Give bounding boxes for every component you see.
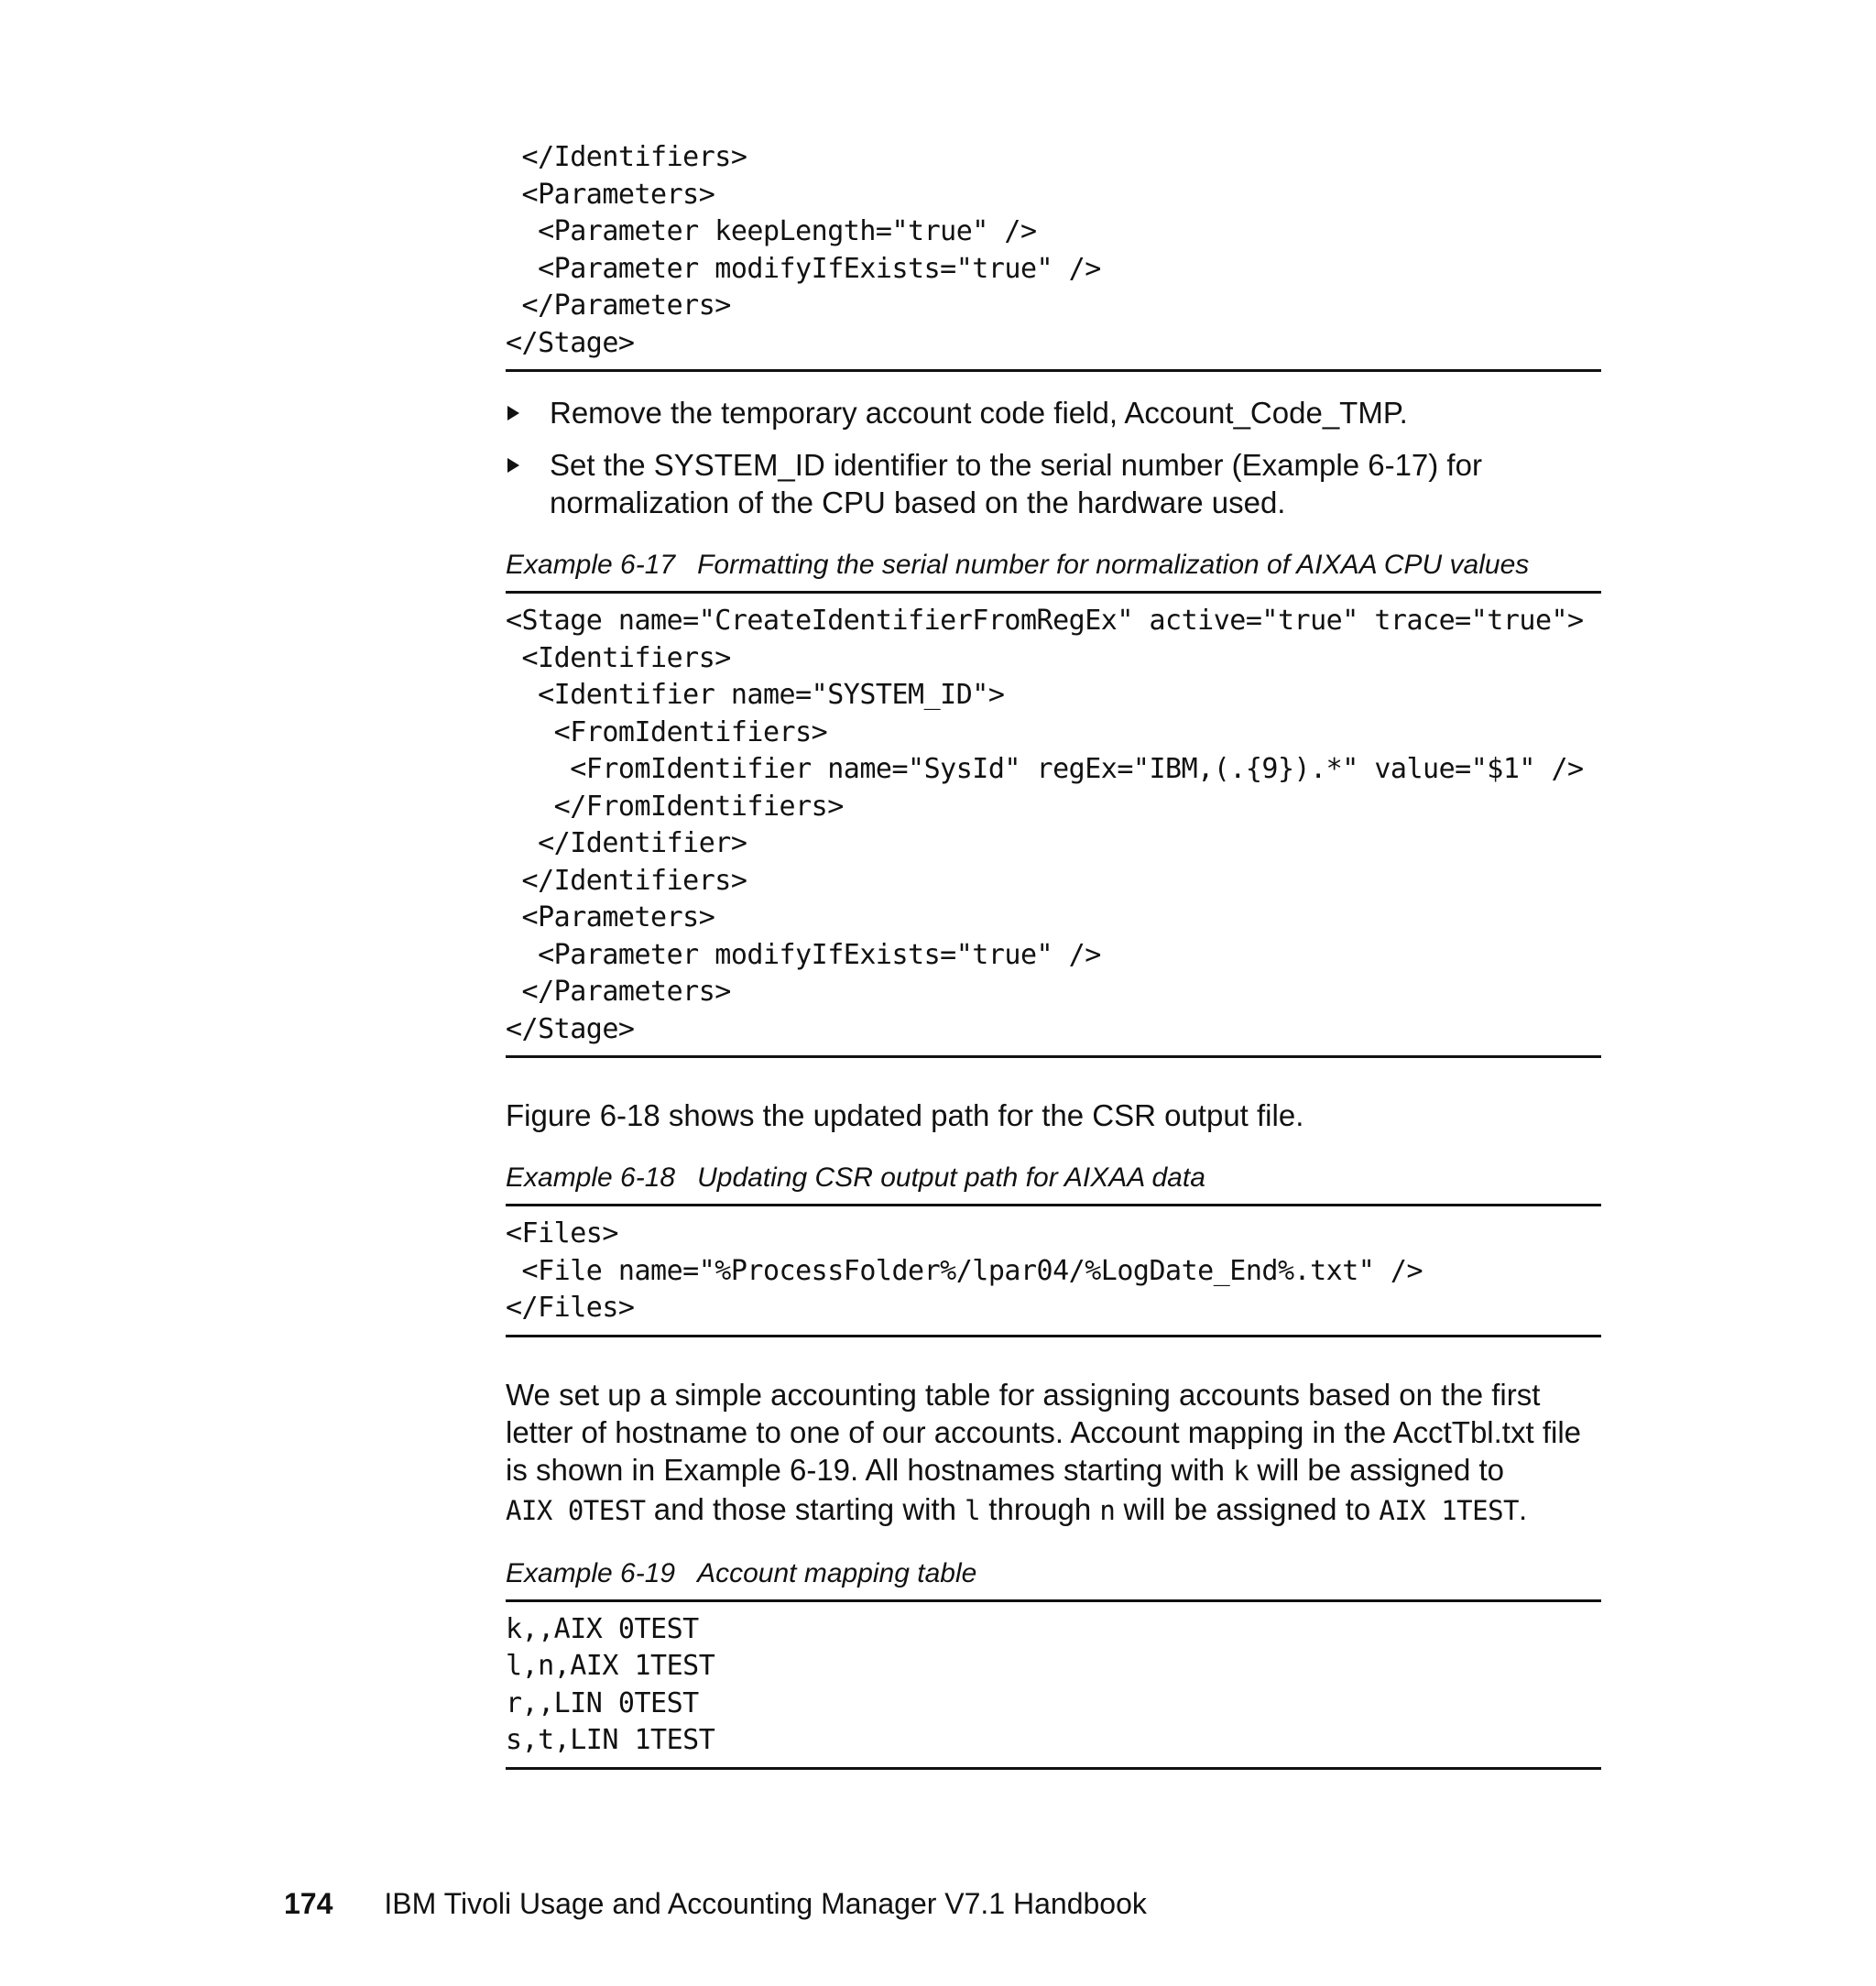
bullet-list	[506, 394, 1601, 521]
example-label: Example 6-18	[506, 1162, 676, 1193]
bullet-triangle-icon	[507, 406, 519, 420]
inline-code: AIX 0TEST	[506, 1494, 646, 1526]
code-lines: k,,AIX 0TEST l,n,AIX 1TEST r,,LIN 0TEST s,t,LIN 1TEST	[506, 1612, 715, 1756]
code-lines: <Stage name="CreateIdentifierFromRegEx" active="true" trace="true"> <Identifiers> <Identifier name="SYSTEM_ID"> <FromIdentifiers> <FromIdentifier name="SysId" regEx="IBM,(.{9}).*" value="$1" /> </FromIdentifiers> </Identifier> </Identifiers> <Parameters> <Parameter modifyIfExists="true" /> </Parameters> </Stage>	[506, 605, 1584, 1045]
bullet-triangle-icon	[507, 458, 519, 473]
text-run: We set up a simple accounting table for assigning accounts based on the first letter of hostname to one of our accounts. Account mapping in the AcctTbl.txt file is shown in Example 6-19. All hostnames starting with	[506, 1377, 1581, 1487]
example-label: Example 6-19	[506, 1557, 676, 1588]
code-block-example-6-19	[506, 1602, 1601, 1767]
inline-code: AIX 1TEST	[1379, 1494, 1520, 1526]
bullet-text: Set the SYSTEM_ID identifier to the serial number (Example 6-17) for normalization of the CPU based on the hardware used.	[550, 448, 1482, 519]
text-run: .	[1519, 1491, 1528, 1526]
example-label: Example 6-17	[506, 550, 676, 580]
example-title: Account mapping table	[697, 1557, 977, 1588]
text-run: through	[980, 1491, 1100, 1526]
page-content	[506, 139, 1601, 1770]
example-caption	[506, 1557, 1601, 1590]
example-title: Formatting the serial number for normalization of AIXAA CPU values	[697, 550, 1530, 580]
text-run: will be assigned to	[1249, 1452, 1505, 1487]
code-lines: </Identifiers> <Parameters> <Parameter keepLength="true" /> <Parameter modifyIfExists="true" /> </Parameters> </Stage>	[506, 141, 1101, 359]
page-footer	[284, 1885, 1147, 1922]
example-caption	[506, 549, 1601, 582]
inline-code: l	[965, 1494, 981, 1526]
bullet-item	[506, 446, 1601, 521]
paragraph-accounting	[506, 1376, 1601, 1530]
inline-code: k	[1233, 1455, 1249, 1487]
example-caption	[506, 1162, 1601, 1195]
paragraph-figure-reference: Figure 6-18 shows the updated path for the CSR output file.	[506, 1098, 1304, 1132]
example-title: Updating CSR output path for AIXAA data	[697, 1162, 1205, 1193]
bullet-item	[506, 394, 1601, 431]
text-run: and those starting with	[645, 1491, 965, 1526]
text-run: will be assigned to	[1115, 1491, 1380, 1526]
example-bottom-rule	[506, 1767, 1601, 1770]
bullet-text: Remove the temporary account code field, Account_Code_TMP.	[550, 396, 1408, 430]
code-block-example-6-18	[506, 1206, 1601, 1335]
example-bottom-rule	[506, 1055, 1601, 1058]
code-lines: <Files> <File name="%ProcessFolder%/lpar04/%LogDate_End%.txt" /> </Files>	[506, 1217, 1423, 1324]
example-bottom-rule	[506, 1335, 1601, 1337]
book-title: IBM Tivoli Usage and Accounting Manager V7.1 Handbook	[384, 1887, 1147, 1920]
code-block-top-bottom-rule	[506, 369, 1601, 372]
page-number: 174	[284, 1887, 333, 1920]
code-block-top	[506, 139, 1601, 369]
code-block-example-6-17	[506, 594, 1601, 1055]
inline-code: n	[1099, 1494, 1116, 1526]
